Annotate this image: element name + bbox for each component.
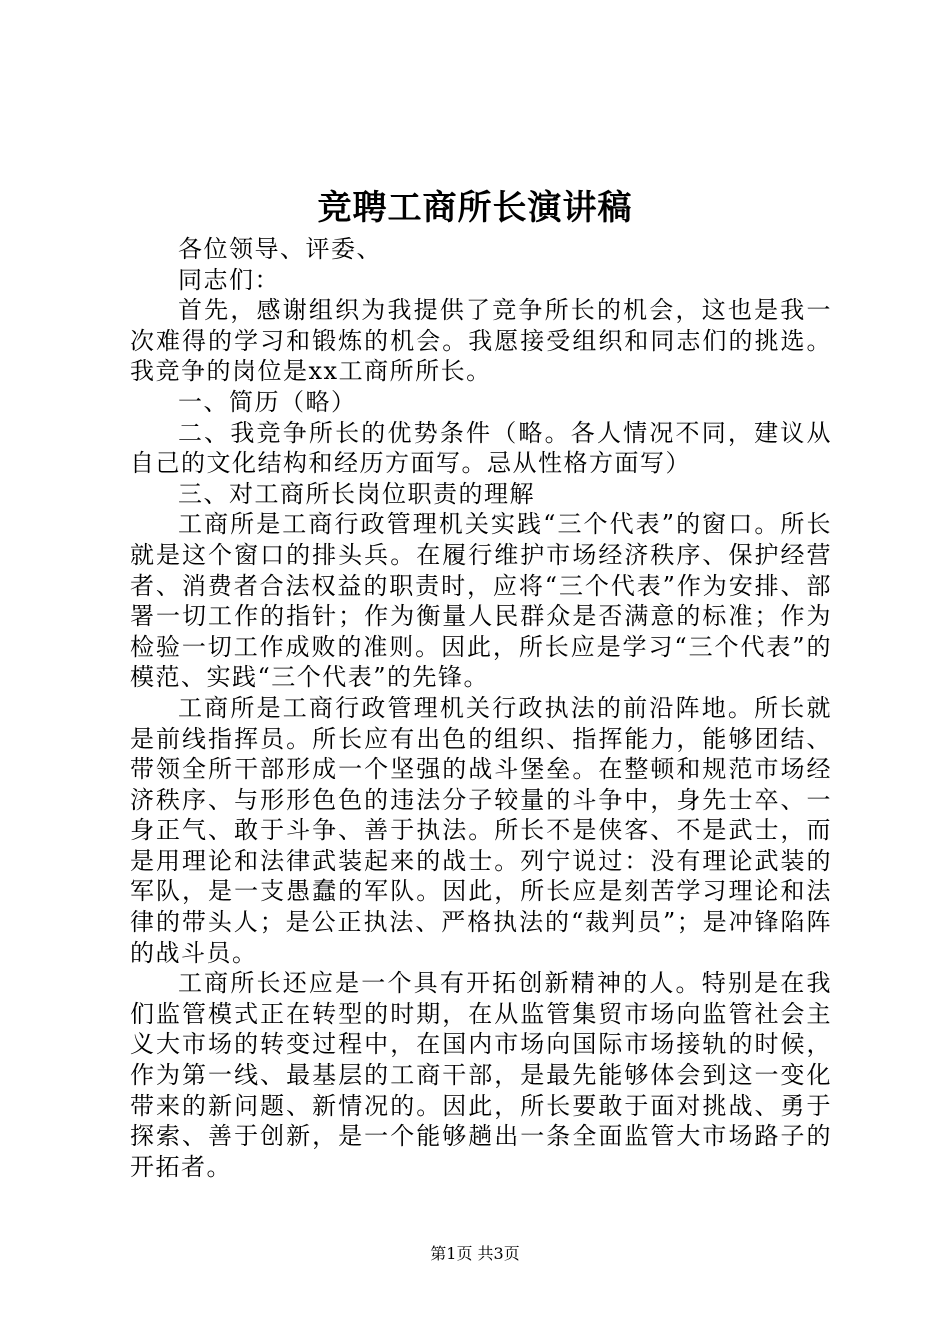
document-title: 竞聘工商所长演讲稿 (317, 188, 633, 228)
paragraph-window: 工商所是工商行政管理机关实践“三个代表”的窗口。所长就是这个窗口的排头兵。在履行维护市场经济秩序、保护经营者、消费者合法权益的职责时，应将“三个代表”作为安排、部署一切工作的指针；作为衡量人民群众是否满意的标准；作为检验一切工作成败的准则。因此，所长应是学习“三个代表”的模范、实践“三个代表”的先锋。 (130, 510, 832, 692)
paragraph-frontline: 工商所是工商行政管理机关行政执法的前沿阵地。所长就是前线指挥员。所长应有出色的组织、指挥能力，能够团结、带领全所干部形成一个坚强的战斗堡垒。在整顿和规范市场经济秩序、与形形色色的违法分子较量的斗争中，身先士卒、一身正气、敢于斗争、善于执法。所长不是侠客、不是武士，而是用理论和法律武装起来的战士。列宁说过：没有理论武装的军队，是一支愚蠢的军队。因此，所长应是刻苦学习理论和法律的带头人；是公正执法、严格执法的“裁判员”；是冲锋陷阵的战斗员。 (130, 693, 832, 967)
section-heading-advantages: 二、我竞争所长的优势条件（略。各人情况不同，建议从自己的文化结构和经历方面写。忌从性格方面写） (130, 418, 832, 478)
paragraph-intro: 首先，感谢组织为我提供了竞争所长的机会，这也是我一次难得的学习和锻炼的机会。我愿接受组织和同志们的挑选。我竞争的岗位是xx工商所所长。 (130, 296, 832, 386)
paragraph-innovation: 工商所长还应是一个具有开拓创新精神的人。特别是在我们监管模式正在转型的时期，在从监管集贸市场向监管社会主义大市场的转变过程中，在国内市场向国际市场接轨的时候，作为第一线、最基层的工商干部，是最先能够体会到这一变化带来的新问题、新情况的。因此，所长要敢于面对挑战、勇于探索、善于创新，是一个能够趟出一条全面监管大市场路子的开拓者。 (130, 969, 832, 1181)
section-heading-resume: 一、简历（略） (178, 387, 357, 416)
section-heading-understanding: 三、对工商所长岗位职责的理解 (178, 479, 535, 508)
salutation-line-2: 同志们： (178, 265, 280, 294)
salutation-line-1: 各位领导、评委、 (178, 235, 382, 263)
page-footer: 第1页 共3页 (430, 1244, 520, 1263)
document-body (130, 234, 832, 1182)
